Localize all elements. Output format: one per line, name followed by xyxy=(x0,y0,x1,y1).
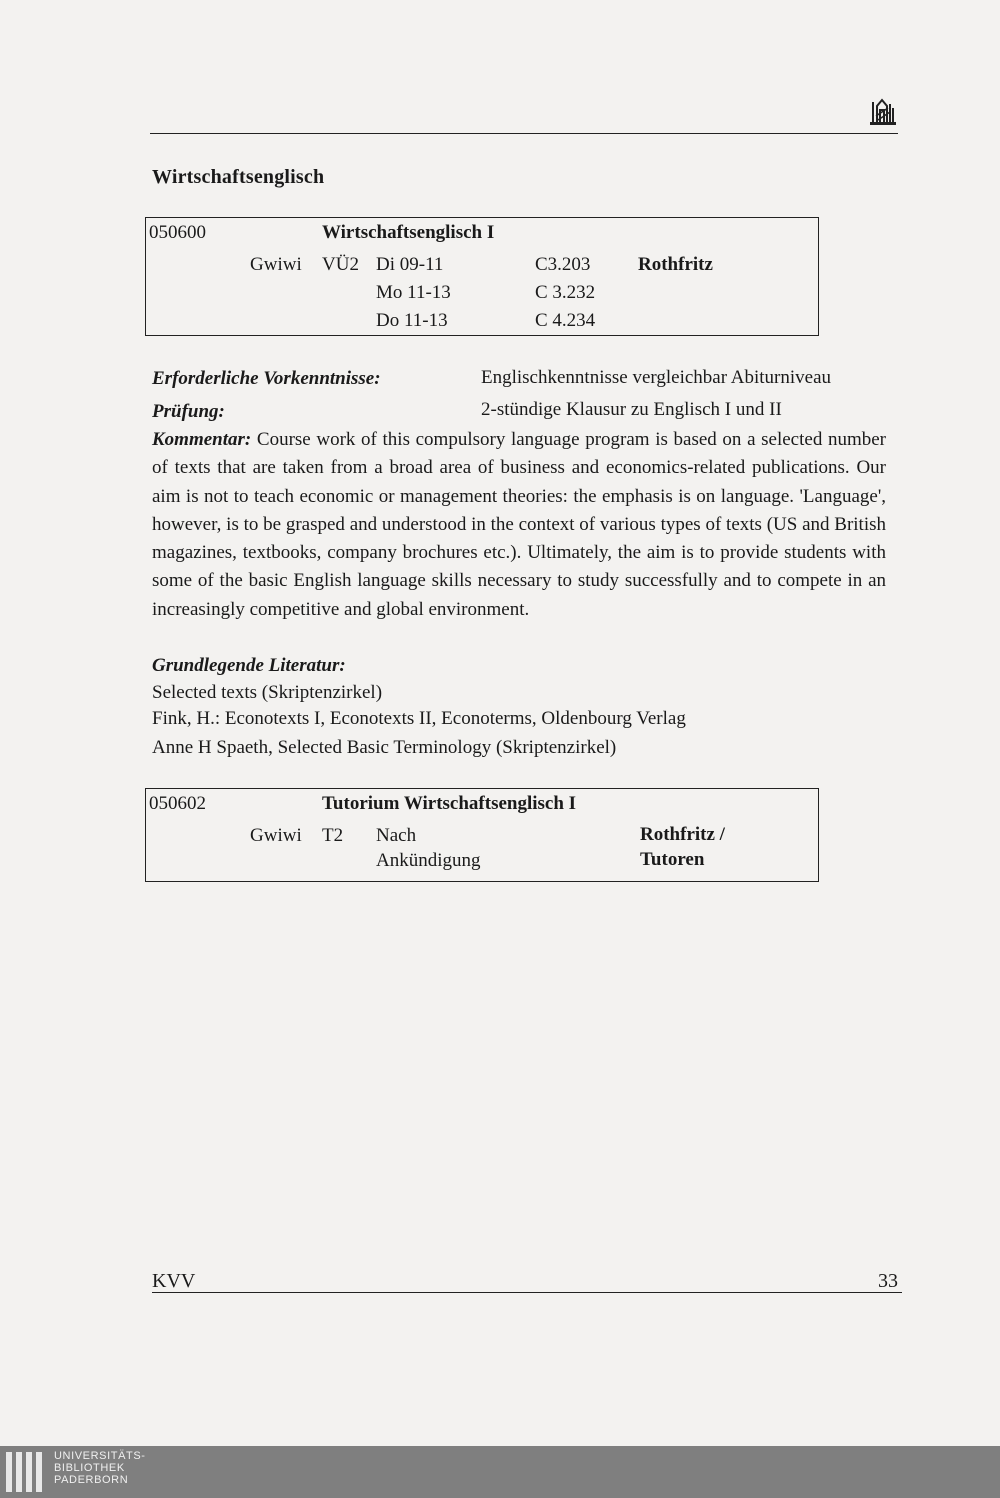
literature-item: Anne H Spaeth, Selected Basic Terminology (Skriptenzirkel) xyxy=(152,737,617,758)
course-time: Nach xyxy=(376,825,417,846)
header-rule xyxy=(150,133,898,134)
footer-label: KVV xyxy=(152,1270,196,1292)
session-room: C3.203 xyxy=(535,254,591,275)
session-time: Mo 11-13 xyxy=(376,282,451,303)
course-type: T2 xyxy=(322,825,344,846)
course-lecturer: Tutoren xyxy=(640,849,705,870)
literature-item: Fink, H.: Econotexts I, Econotexts II, Econoterms, Oldenbourg Verlag xyxy=(152,708,686,729)
prereq-value: Englischkenntnisse vergleichbar Abiturniveau xyxy=(481,367,832,388)
library-name-line: UNIVERSITÄTS- xyxy=(54,1450,146,1462)
library-banner xyxy=(0,1446,1000,1498)
literature-label: Grundlegende Literatur: xyxy=(152,655,346,676)
prereq-label: Erforderliche Vorkenntnisse: xyxy=(152,368,381,389)
library-logo-icon xyxy=(868,96,898,130)
course-number: 050602 xyxy=(149,793,206,814)
literature-item: Selected texts (Skriptenzirkel) xyxy=(152,682,383,703)
course-time: Ankündigung xyxy=(376,850,481,871)
comment-paragraph xyxy=(152,426,886,624)
course-lecturer: Rothfritz xyxy=(638,254,713,275)
session-room: C 3.232 xyxy=(535,282,596,303)
library-barcode-logo-icon xyxy=(6,1452,42,1492)
course-area: Gwiwi xyxy=(250,254,302,275)
session-time: Do 11-13 xyxy=(376,310,448,331)
session-room: C 4.234 xyxy=(535,310,596,331)
library-name xyxy=(54,1450,146,1486)
course-lecturer: Rothfritz / xyxy=(640,824,725,845)
exam-label: Prüfung: xyxy=(152,401,225,422)
course-area: Gwiwi xyxy=(250,825,302,846)
library-name-line: BIBLIOTHEK xyxy=(54,1462,125,1474)
course-number: 050600 xyxy=(149,222,206,243)
course-type: VÜ2 xyxy=(322,254,359,275)
course-title: Tutorium Wirtschaftsenglisch I xyxy=(322,793,577,814)
course-title: Wirtschaftsenglisch I xyxy=(322,222,495,243)
library-name-line: PADERBORN xyxy=(54,1474,129,1486)
course-box-050600 xyxy=(145,217,819,336)
course-box-050602 xyxy=(145,788,819,882)
comment-label: Kommentar: xyxy=(152,429,252,450)
section-title: Wirtschaftsenglisch xyxy=(152,166,325,188)
footer-rule xyxy=(152,1292,902,1293)
exam-value: 2-stündige Klausur zu Englisch I und II xyxy=(481,399,782,420)
comment-text: Course work of this compulsory language program is based on a selected number of texts that are taken from a broad area of business and economics-related publications. Our aim is not to teach economic or management theories: the emphasis is on language. 'Language', however, is to be grasped and understood in the context of various types of texts (US and British magazines, textbooks, company brochures etc.). Ultimately, the aim is to provide students with some of the basic English language skills necessary to study successfully and to compete in an increasingly competitive and global environment. xyxy=(152,429,887,620)
session-time: Di 09-11 xyxy=(376,254,444,275)
page-number: 33 xyxy=(878,1270,898,1292)
